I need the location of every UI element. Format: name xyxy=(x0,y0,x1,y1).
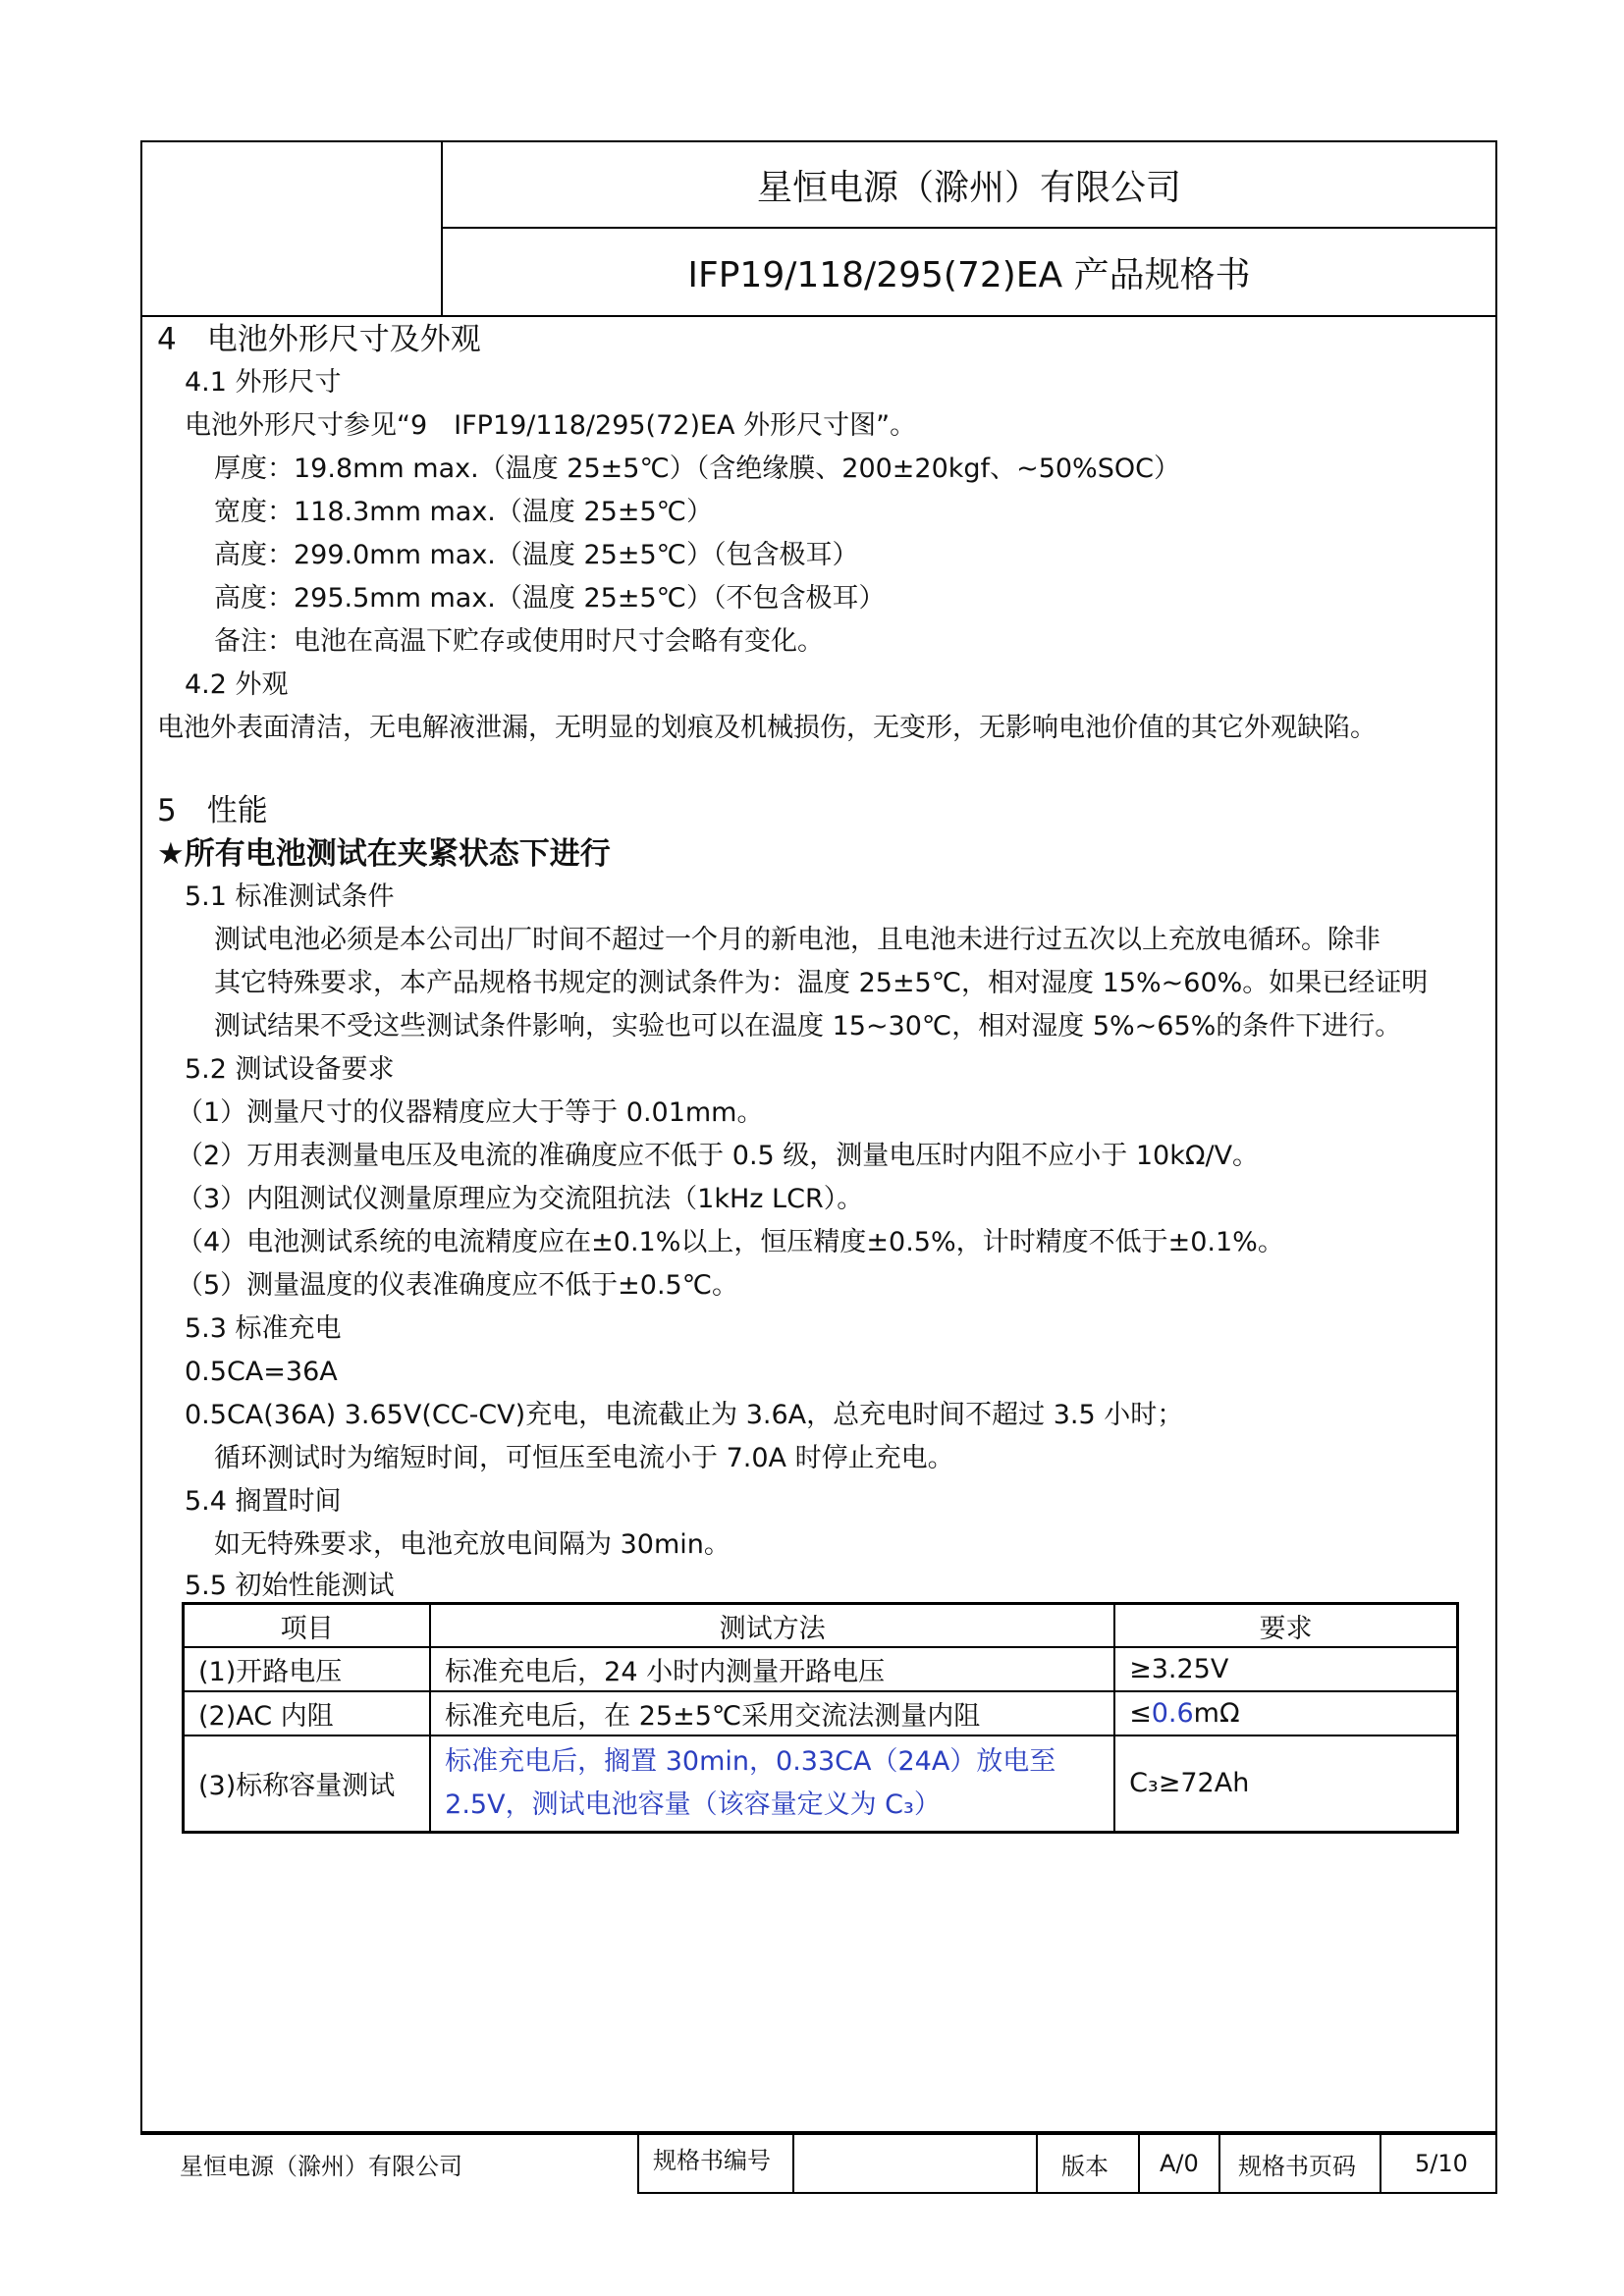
footer-page-value: 5/10 xyxy=(1415,2150,1468,2177)
clamped-test-note: ★所有电池测试在夹紧状态下进行 xyxy=(157,836,611,872)
section53-title: 5.3 标准充电 xyxy=(185,1313,342,1344)
cell-item: (3)标称容量测试 xyxy=(184,1735,431,1832)
section5-title: 5 性能 xyxy=(157,793,268,828)
footer-version-value-box xyxy=(1138,2133,1220,2194)
section55-title: 5.5 初始性能测试 xyxy=(185,1571,395,1601)
cell-method xyxy=(430,1735,1114,1832)
footer-page-label: 规格书页码 xyxy=(1238,2152,1356,2180)
height-with-tab-spec: 高度：299.0mm max.（温度 25±5℃）（包含极耳） xyxy=(214,540,859,570)
footer-version-label-box xyxy=(1036,2133,1140,2194)
section4-title: 4 电池外形尺寸及外观 xyxy=(157,322,481,357)
requirement-value: 0.6 xyxy=(1151,1698,1194,1729)
cell-requirement xyxy=(1114,1691,1457,1735)
appearance-text: 电池外表面清洁，无电解液泄漏，无明显的划痕及机械损伤，无变形，无影响电池价值的其它外观缺陷。 xyxy=(157,713,1377,743)
footer-spec-no-label-box xyxy=(637,2133,794,2194)
column-header-item: 项目 xyxy=(184,1604,431,1648)
footer-spec-no-label: 规格书编号 xyxy=(653,2146,771,2174)
equipment-requirement: （3）内阻测试仪测量原理应为交流阻抗法（1kHz LCR）。 xyxy=(177,1184,864,1214)
cycle-charge-note: 循环测试时为缩短时间，可恒压至电流小于 7.0A 时停止充电。 xyxy=(214,1443,954,1473)
column-header-method: 测试方法 xyxy=(430,1604,1114,1648)
initial-performance-table xyxy=(182,1602,1459,1834)
footer-spec-no-value xyxy=(792,2133,1038,2194)
height-without-tab-spec: 高度：295.5mm max.（温度 25±5℃）（不包含极耳） xyxy=(214,583,886,614)
equipment-requirement: （5）测量温度的仪表准确度应不低于±0.5℃。 xyxy=(177,1270,739,1301)
section41-title: 4.1 外形尺寸 xyxy=(185,367,342,398)
dimension-note: 备注：电池在高温下贮存或使用时尺寸会略有变化。 xyxy=(214,626,824,657)
method-line: 标准充电后，搁置 30min，0.33CA（24A）放电至 xyxy=(445,1745,1056,1777)
header-divider-bottom xyxy=(142,315,1495,317)
section54-title: 5.4 搁置时间 xyxy=(185,1486,342,1517)
width-spec: 宽度：118.3mm max.（温度 25±5℃） xyxy=(214,497,713,527)
footer-version-label: 版本 xyxy=(1061,2152,1109,2180)
test-conditions-line3: 测试结果不受这些测试条件影响，实验也可以在温度 15~30℃，相对湿度 5%~65%的条件下进行。 xyxy=(214,1011,1402,1041)
test-conditions-line2: 其它特殊要求，本产品规格书规定的测试条件为：温度 25±5℃，相对湿度 15%~60%。如果已经证明 xyxy=(214,968,1429,998)
thickness-spec: 厚度：19.8mm max.（温度 25±5℃）（含绝缘膜、200±20kgf、~50%SOC） xyxy=(214,454,1180,484)
cell-item: (2)AC 内阻 xyxy=(184,1691,431,1735)
equipment-requirement: （2）万用表测量电压及电流的准确度应不低于 0.5 级，测量电压时内阻不应小于 10kΩ/V。 xyxy=(177,1141,1260,1171)
cell-method: 标准充电后，24 小时内测量开路电压 xyxy=(430,1647,1114,1691)
requirement-prefix: ≤ xyxy=(1129,1698,1152,1729)
charge-method: 0.5CA(36A) 3.65V(CC-CV)充电，电流截止为 3.6A，总充电时间不超过 3.5 小时； xyxy=(185,1400,1184,1430)
charge-current: 0.5CA=36A xyxy=(185,1357,338,1387)
table-row xyxy=(184,1691,1458,1735)
table-header-row xyxy=(184,1604,1458,1648)
footer-company: 星恒电源（滁州）有限公司 xyxy=(180,2152,462,2180)
cell-requirement: ≥3.25V xyxy=(1114,1647,1457,1691)
cell-item: (1)开路电压 xyxy=(184,1647,431,1691)
footer-version-value: A/0 xyxy=(1160,2150,1199,2177)
equipment-requirement: （4）电池测试系统的电流精度应在±0.1%以上，恒压精度±0.5%，计时精度不低于±0.1%。 xyxy=(177,1227,1284,1257)
cell-requirement: C₃≥72Ah xyxy=(1114,1735,1457,1832)
method-line: 2.5V，测试电池容量（该容量定义为 C₃） xyxy=(445,1789,941,1820)
test-conditions-line1: 测试电池必须是本公司出厂时间不超过一个月的新电池，且电池未进行过五次以上充放电循环。除非 xyxy=(214,925,1380,955)
table-row xyxy=(184,1735,1458,1832)
cell-method: 标准充电后，在 25±5℃采用交流法测量内阻 xyxy=(430,1691,1114,1735)
header-company-name: 星恒电源（滁州）有限公司 xyxy=(756,167,1181,208)
header-document-title: IFP19/118/295(72)EA 产品规格书 xyxy=(687,254,1251,295)
requirement-unit: mΩ xyxy=(1193,1698,1240,1729)
equipment-requirement: （1）测量尺寸的仪器精度应大于等于 0.01mm。 xyxy=(177,1097,764,1128)
footer-page-value-box xyxy=(1380,2133,1497,2194)
section41-reference: 电池外形尺寸参见“9 IFP19/118/295(72)EA 外形尺寸图”。 xyxy=(185,410,917,441)
column-header-requirement: 要求 xyxy=(1114,1604,1457,1648)
page-footer xyxy=(140,2133,1497,2194)
rest-time-text: 如无特殊要求，电池充放电间隔为 30min。 xyxy=(214,1529,731,1560)
section51-title: 5.1 标准测试条件 xyxy=(185,881,395,912)
section52-title: 5.2 测试设备要求 xyxy=(185,1054,395,1085)
section42-title: 4.2 外观 xyxy=(185,669,289,700)
footer-page-label-box xyxy=(1218,2133,1381,2194)
table-row xyxy=(184,1647,1458,1691)
